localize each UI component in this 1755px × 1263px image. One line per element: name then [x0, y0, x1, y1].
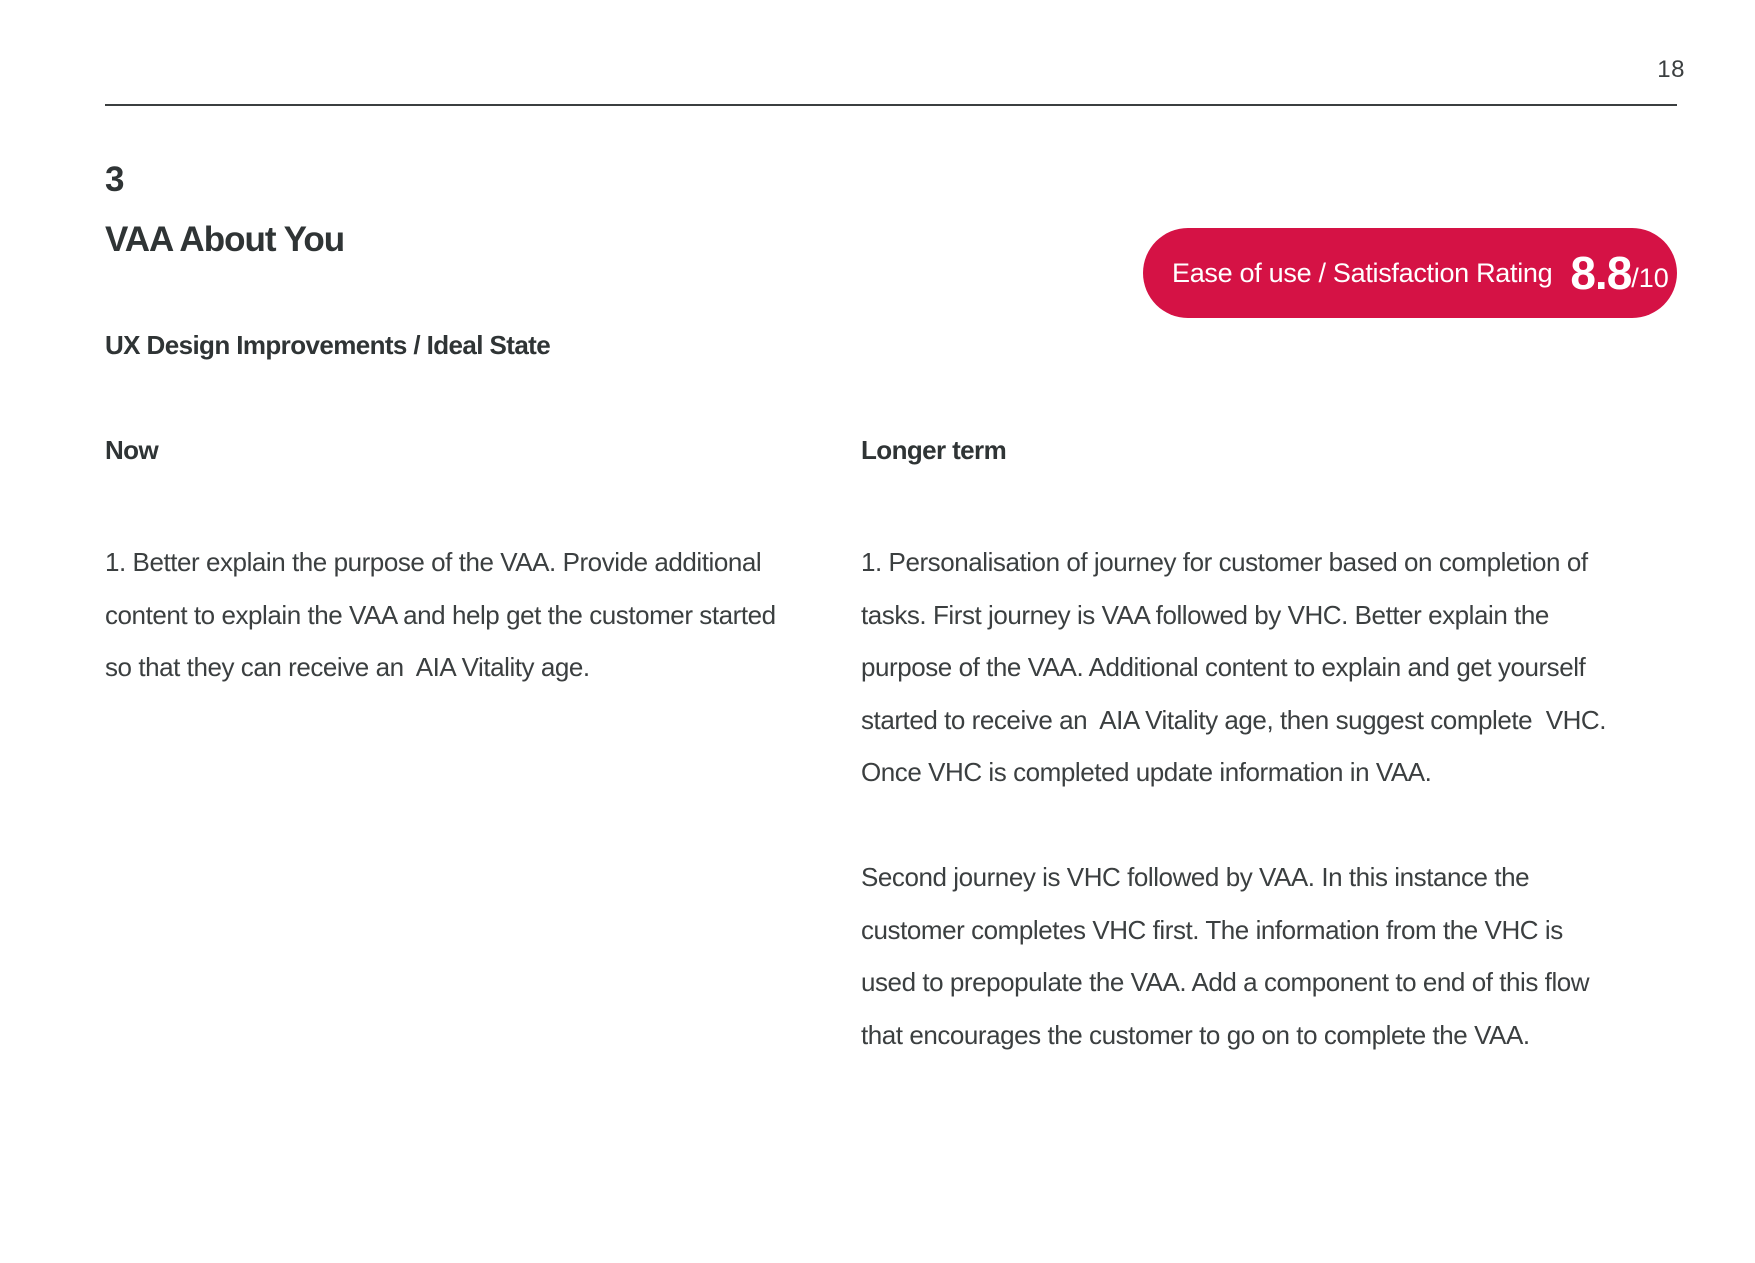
now-column-text	[105, 536, 825, 694]
now-column-heading: Now	[105, 435, 159, 465]
longer-term-column-heading: Longer term	[861, 435, 1007, 465]
text-line: content to explain the VAA and help get the customer started	[105, 599, 776, 630]
text-line: that encourages the customer to go on to complete the VAA.	[861, 1019, 1530, 1050]
paragraph-gap	[861, 799, 1621, 852]
longer-term-column-text	[861, 536, 1621, 1061]
top-divider	[105, 104, 1677, 106]
section-subheading: UX Design Improvements / Ideal State	[105, 330, 551, 360]
text-line: started to receive an AIA Vitality age, then suggest complete VHC.	[861, 704, 1607, 735]
text-line: tasks. First journey is VAA followed by VHC. Better explain the	[861, 599, 1549, 630]
text-line: so that they can receive an AIA Vitality age.	[105, 652, 590, 682]
section-number: 3	[105, 160, 125, 199]
text-line: 1. Personalisation of journey for customer based on completion of	[861, 547, 1588, 577]
text-line: purpose of the VAA. Additional content to explain and get yourself	[861, 652, 1586, 682]
text-line: customer completes VHC first. The information from the VHC is	[861, 914, 1563, 945]
page-number: 18	[1657, 56, 1685, 83]
text-line: Once VHC is completed update information in VAA.	[861, 757, 1432, 787]
page-title: VAA About You	[105, 220, 345, 259]
rating-score: 8.8	[1570, 247, 1632, 299]
text-line: Second journey is VHC followed by VAA. In this instance the	[861, 862, 1530, 892]
rating-badge	[1143, 228, 1677, 318]
text-line: used to prepopulate the VAA. Add a component to end of this flow	[861, 967, 1590, 997]
rating-scale: /10	[1631, 262, 1669, 293]
rating-label: Ease of use / Satisfaction Rating	[1172, 257, 1553, 288]
text-line: 1. Better explain the purpose of the VAA. Provide additional	[105, 547, 762, 577]
